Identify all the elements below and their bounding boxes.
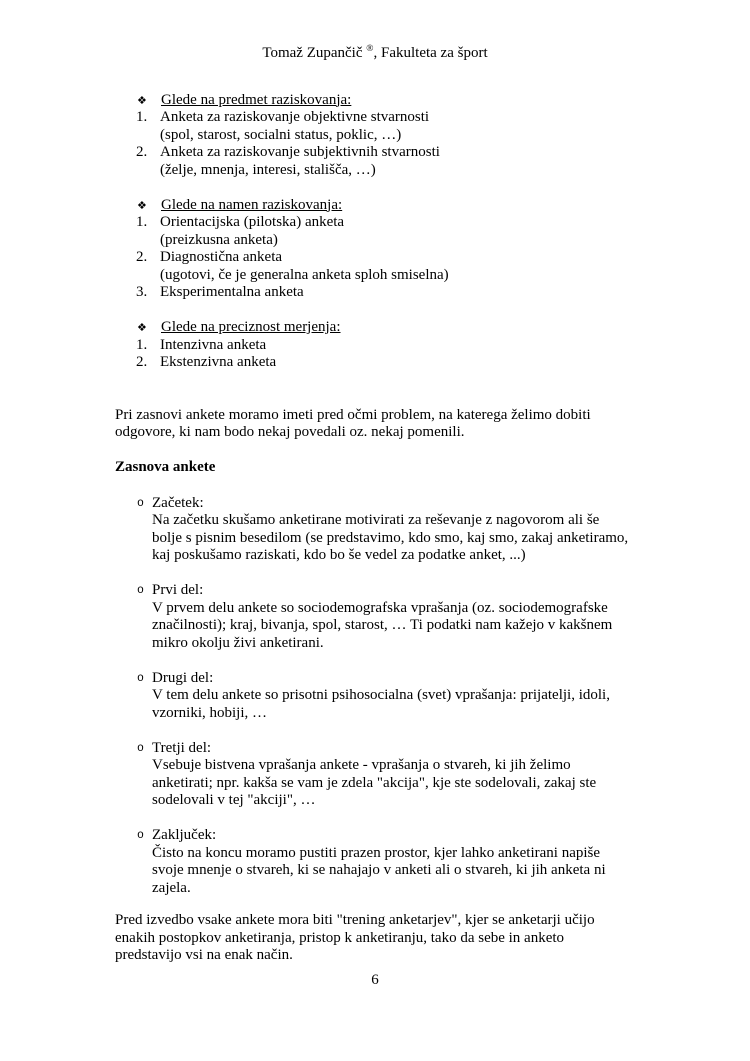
list-item-number: 1. (136, 109, 148, 125)
part-item (137, 670, 630, 723)
part-item (137, 495, 630, 565)
list-item-number: 2. (136, 354, 148, 370)
list-item-number: 1. (136, 336, 148, 353)
list-item-number: 1. (136, 214, 148, 230)
registered-trademark-icon: ® (366, 44, 374, 54)
list-item-text (160, 284, 630, 302)
part-label: Tretji del: (152, 739, 212, 756)
circle-bullet-icon: o (137, 584, 144, 597)
list-item-line: Intenzivna anketa (160, 336, 267, 353)
list-item (136, 284, 630, 302)
diamond-bullet-icon: ❖ (137, 93, 147, 107)
part-body (152, 740, 630, 810)
list-item-line: Diagnostična anketa (160, 249, 283, 265)
list-item-line: Orientacijska (pilotska) anketa (160, 214, 345, 230)
list-item (136, 354, 630, 372)
group-heading-row (136, 92, 630, 110)
closing-paragraph: Pred izvedbo vsake ankete mora biti "trening anketarjev", kjer se anketarji učijo enakih postopkov anketiranja, pristop k anketiranju, tako da sebe in anketo predstavijo vsi na enak način. (115, 912, 595, 963)
part-text: Čisto na koncu moramo pustiti prazen prostor, kjer lahko anketirani napiše svoje mnenje o stvareh, ki se nahajajo v anketi ali o stvareh, ki jih anketa ni zajela. (152, 844, 606, 896)
list-item-line: Ekstenzivna anketa (160, 354, 277, 370)
page-number: 6 (371, 972, 379, 988)
group-heading: Glede na predmet raziskovanja: (161, 91, 352, 108)
circle-bullet-icon: o (137, 496, 144, 510)
list-item-line: (spol, starost, socialni status, poklic, …) (160, 126, 402, 143)
list-item-line: (ugotovi, če je generalna anketa sploh smiselna) (160, 266, 449, 283)
part-item (137, 582, 630, 652)
part-label: Drugi del: (152, 669, 214, 686)
header-affiliation: , Fakulteta za šport (373, 45, 488, 61)
list-group-namen (136, 197, 630, 302)
part-body (152, 670, 630, 723)
list-item (136, 337, 630, 355)
part-text: V prvem delu ankete so sociodemografska vprašanja (oz. sociodemografske značilnosti); kraj, bivanja, spol, starost, … Ti podatki nam kažejo v kakšnem mikro okolju živi anketirani. (152, 599, 613, 651)
list-item (136, 109, 630, 144)
list-item (136, 144, 630, 179)
circle-bullet-icon: o (137, 741, 144, 755)
list-item-text (160, 214, 630, 249)
list-item-text (160, 109, 630, 144)
page-header (0, 0, 750, 63)
part-label: Začetek: (152, 494, 204, 511)
intro-paragraph: Pri zasnovi ankete moramo imeti pred očmi problem, na katerega želimo dobiti odgovore, ki nam bodo nekaj povedali oz. nekaj pomenili. (115, 406, 591, 440)
diamond-bullet-icon: ❖ (137, 321, 147, 334)
section-subheading: Zasnova ankete (115, 459, 216, 475)
list-item-line: Anketa za raziskovanje subjektivnih stvarnosti (160, 144, 440, 160)
group-heading-row (136, 319, 630, 337)
part-text: Vsebuje bistvena vprašanja ankete - vprašanja o stvareh, ki jih želimo anketirati; npr. kakša se vam je zdela "akcija", kje ste sodelovali, zakaj ste sodelovali v tej "akciji", … (152, 757, 597, 808)
list-item-line: (preizkusna anketa) (160, 231, 278, 248)
part-label: Zaključek: (152, 827, 217, 843)
part-body (152, 582, 630, 652)
list-item-number: 2. (136, 144, 148, 160)
part-item (137, 740, 630, 810)
group-heading: Glede na preciznost merjenja: (161, 319, 341, 335)
parts-list (137, 495, 630, 898)
part-label: Prvi del: (152, 582, 204, 598)
list-item-text (160, 337, 630, 355)
part-item (137, 827, 630, 897)
list-item-line: (želje, mnenja, interesi, stališča, …) (160, 161, 376, 178)
list-group-preciznost (136, 319, 630, 372)
circle-bullet-icon: o (137, 671, 144, 685)
list-item (136, 249, 630, 284)
header-author: Tomaž Zupančič (262, 45, 367, 61)
list-group-predmet (136, 92, 630, 180)
list-item-number: 3. (136, 284, 148, 300)
document-body (0, 92, 750, 965)
list-item (136, 214, 630, 249)
part-text: V tem delu ankete so prisotni psihosocialna (svet) vprašanja: prijatelji, idoli, vzorniki, hobiji, … (152, 687, 610, 721)
diamond-bullet-icon: ❖ (137, 198, 147, 212)
part-body (152, 827, 630, 897)
list-item-text (160, 354, 630, 372)
group-heading: Glede na namen raziskovanja: (161, 196, 343, 213)
list-item-text (160, 144, 630, 179)
circle-bullet-icon: o (137, 829, 144, 842)
list-item-line: Anketa za raziskovanje objektivne stvarnosti (160, 109, 430, 125)
part-text: Na začetku skušamo anketirane motivirati za reševanje z nagovorom ali še bolje s pisnim besedilom (se predstavimo, kdo smo, kaj smo, zakaj anketiramo, kaj poskušamo raziskati, kdo bo še vedel za podatke anket, ...) (152, 512, 629, 563)
group-heading-row (136, 197, 630, 215)
list-item-text (160, 249, 630, 284)
part-body (152, 495, 630, 565)
list-item-line: Eksperimentalna anketa (160, 284, 304, 300)
list-item-number: 2. (136, 249, 148, 265)
